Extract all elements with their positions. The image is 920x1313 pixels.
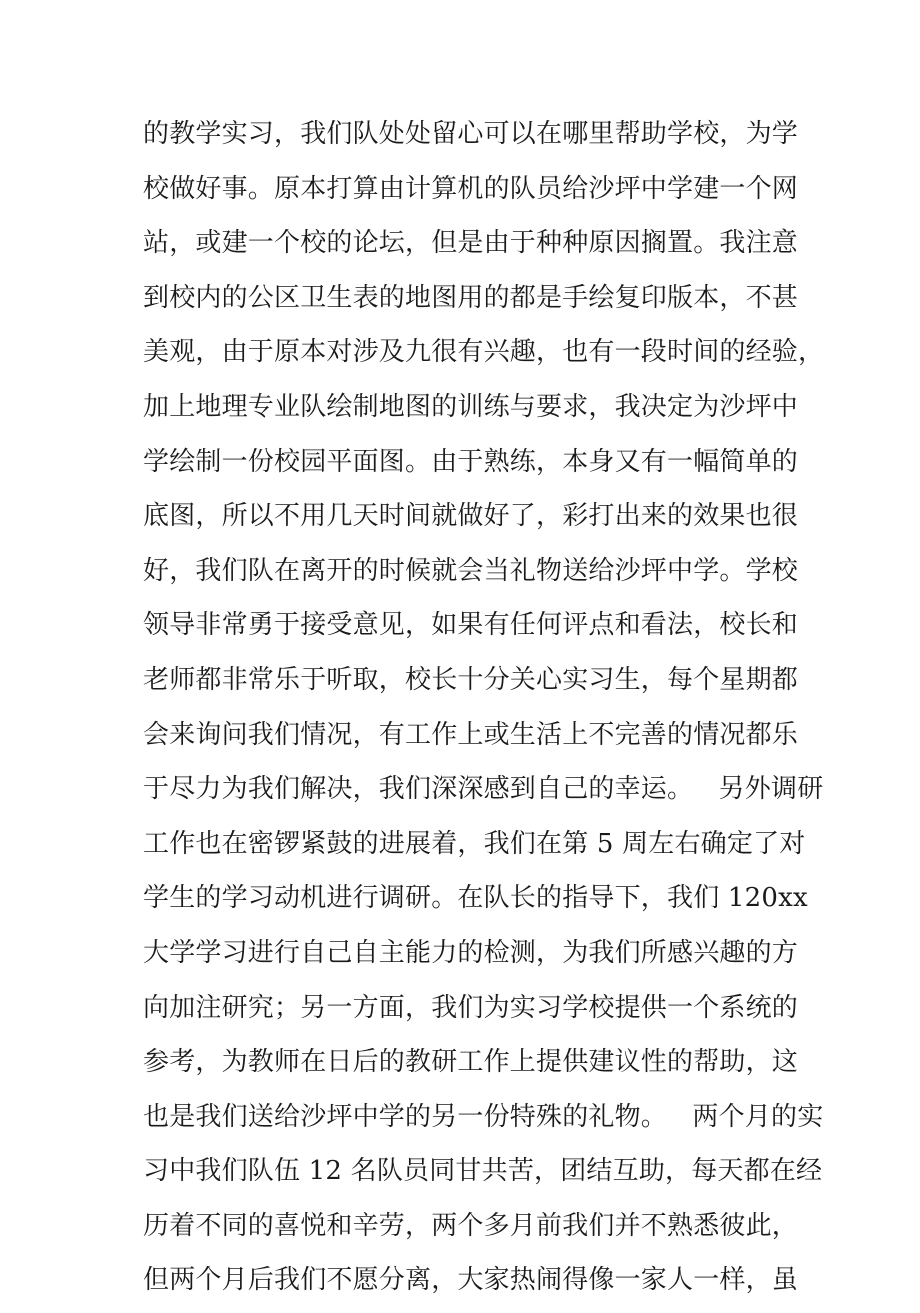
text-line: 到校内的公区卫生表的地图用的都是手绘复印版本，不甚 — [143, 282, 799, 313]
text-line: 底图，所以不用几天时间就做好了，彩打出来的效果也很 — [143, 501, 799, 532]
text-line: 于尽力为我们解决，我们深深感到自己的幸运。 另外调研 — [143, 774, 824, 805]
text-line: 学绘制一份校园平面图。由于熟练，本身又有一幅简单的 — [143, 446, 799, 477]
text-line: 参考，为教师在日后的教研工作上提供建议性的帮助，这 — [143, 1047, 799, 1078]
text-line: 校做好事。原本打算由计算机的队员给沙坪中学建一个网 — [143, 173, 799, 204]
text-line: 好，我们队在离开的时候就会当礼物送给沙坪中学。学校 — [143, 555, 799, 586]
text-line: 但两个月后我们不愿分离，大家热闹得像一家人一样，虽 — [143, 1265, 799, 1296]
text-line: 的教学实习，我们队处处留心可以在哪里帮助学校，为学 — [143, 119, 799, 149]
text-line: 习中我们队伍 12 名队员同甘共苦，团结互助，每天都在经 — [143, 1156, 823, 1187]
text-line: 领导非常勇于接受意见，如果有任何评点和看法，校长和 — [143, 610, 799, 641]
body-text — [143, 112, 825, 1313]
text-line: 工作也在密锣紧鼓的进展着，我们在第 5 周左右确定了对 — [143, 828, 806, 859]
text-line: 加上地理专业队绘制地图的训练与要求，我决定为沙坪中 — [143, 391, 799, 422]
text-line: 站，或建一个校的论坛，但是由于种种原因搁置。我注意 — [143, 228, 799, 259]
text-line: 会来询问我们情况，有工作上或生活上不完善的情况都乐 — [143, 719, 799, 750]
text-line: 老师都非常乐于听取，校长十分关心实习生，每个星期都 — [143, 664, 799, 695]
text-line: 美观，由于原本对涉及九很有兴趣，也有一段时间的经验， — [143, 337, 825, 368]
text-line: 大学学习进行自己自主能力的检测，为我们所感兴趣的方 — [143, 937, 799, 968]
text-line: 也是我们送给沙坪中学的另一份特殊的礼物。 两个月的实 — [143, 1101, 824, 1132]
text-line: 学生的学习动机进行调研。在队长的指导下，我们 120xx — [143, 883, 808, 914]
text-line: 向加注研究；另一方面，我们为实习学校提供一个系统的 — [143, 992, 799, 1023]
text-line: 历着不同的喜悦和辛劳，两个多月前我们并不熟悉彼此， — [143, 1210, 799, 1241]
